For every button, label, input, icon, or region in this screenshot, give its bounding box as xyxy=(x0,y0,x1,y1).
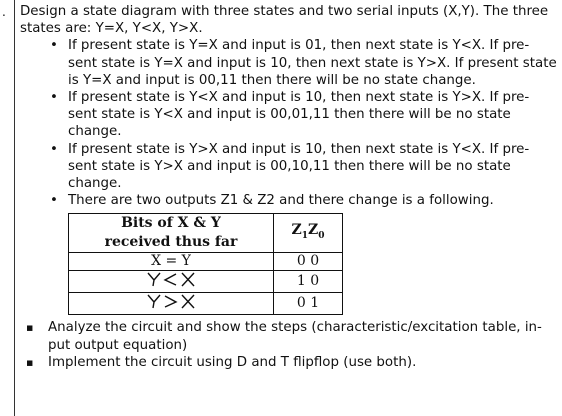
square-bullet-icon: ▪ xyxy=(26,321,34,335)
bullet-item xyxy=(20,37,558,89)
state-cell-handwritten xyxy=(69,271,274,293)
bullet-dot-icon: • xyxy=(50,193,58,209)
bits-header xyxy=(69,214,274,253)
handwritten-y-less-x xyxy=(145,271,197,287)
state-cell: X = Y xyxy=(69,253,274,271)
output-cell: 0 1 xyxy=(274,293,343,315)
handwritten-y-greater-x xyxy=(145,293,197,309)
question-content xyxy=(20,3,558,371)
bullet-item xyxy=(20,141,558,193)
task-item xyxy=(20,319,558,353)
output-table xyxy=(68,213,343,315)
task-text: Analyze the circuit and show the steps (characteristic/excitation table, in-put output equation) xyxy=(48,320,542,353)
bullet-dot-icon: • xyxy=(50,141,58,157)
z0-subscript: 0 xyxy=(318,230,325,241)
z1-letter: Z xyxy=(291,222,302,239)
z0-letter: Z xyxy=(308,222,319,239)
bullet-text: If present state is Y=X and input is 01, then next state is Y<X. If pre-sent state is Y=X and input is 10, then next state is Y>X. If present state is Y=X and input is 00,11 then there will be no state change. xyxy=(68,38,557,88)
bullet-text: There are two outputs Z1 & Z2 and there change is a following. xyxy=(68,193,494,209)
table-row xyxy=(69,253,343,271)
task-text: Implement the circuit using D and T flipflop (use both). xyxy=(48,354,417,370)
table-row xyxy=(69,271,343,293)
bullet-text: If present state is Y<X and input is 10, then next state is Y>X. If pre-sent state is Y<X and input is 00,01,11 then there will be no state change. xyxy=(68,90,530,140)
bullet-dot-icon: • xyxy=(50,38,58,54)
z1-subscript: 1 xyxy=(301,230,308,241)
output-cell: 1 0 xyxy=(274,271,343,293)
bullet-item xyxy=(20,89,558,141)
table-header-row xyxy=(69,214,343,253)
table-row xyxy=(69,293,343,315)
bits-header-line1: Bits of X & Y xyxy=(121,215,221,232)
square-bullet-icon: ▪ xyxy=(26,355,34,369)
intro-paragraph: Design a state diagram with three states and two serial inputs (X,Y). The three states are: Y=X, Y<X, Y>X. xyxy=(20,4,549,37)
bullet-text: If present state is Y>X and input is 10, then next state is Y<X. If pre-sent state is Y>X and input is 00,10,11 then there will be no state change. xyxy=(68,141,530,192)
z-header xyxy=(274,214,343,253)
task-item xyxy=(20,354,558,371)
state-cell-handwritten xyxy=(69,293,274,315)
row-number: . xyxy=(2,5,6,19)
bullet-dot-icon: • xyxy=(50,90,58,106)
output-cell: 0 0 xyxy=(274,253,343,271)
bullet-item xyxy=(20,192,558,209)
bits-header-line2: received thus far xyxy=(104,234,238,251)
row-number-column xyxy=(0,0,15,416)
